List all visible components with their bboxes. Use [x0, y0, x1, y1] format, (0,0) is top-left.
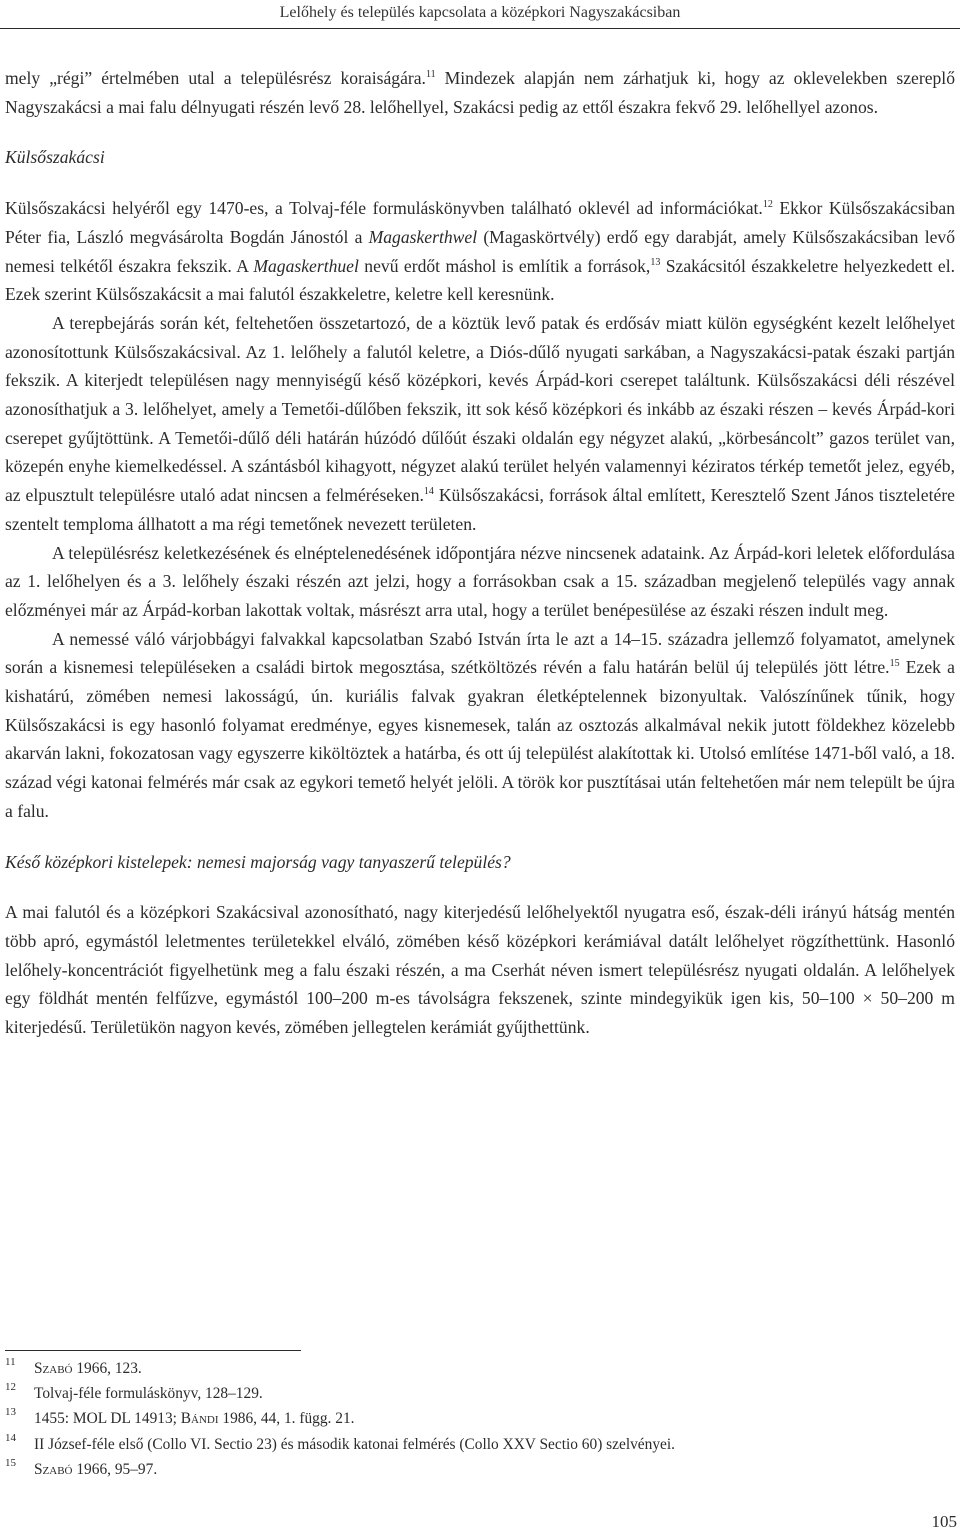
footnote-ref-13[interactable]: 13	[650, 256, 661, 268]
footnote-13	[5, 1406, 955, 1431]
paragraph-1	[5, 64, 955, 121]
footnote-text: 1966, 95–97.	[72, 1460, 158, 1478]
footnote-12	[5, 1381, 955, 1406]
footnote-ref-11[interactable]: 11	[425, 69, 436, 80]
section-heading-kistelepek: Késő középkori kistelepek: nemesi majorság vagy tanyaszerű település?	[5, 851, 511, 872]
text-run: Szakácsitól északkeletre helyezkedett el. Ezek szerint Külsőszakácsit a mai falutól északkeletre, keletre kell keresnünk.	[5, 255, 956, 305]
italic-term: Magaskerthuel	[253, 255, 359, 276]
footnote-number: 15	[5, 1456, 16, 1469]
text-run: A nemessé váló várjobbágyi falvakkal kapcsolatban Szabó István írta le azt a 14–15. századra jellemző folyamatot, amelynek során a kisnemesi településeken a családi birtok megosztása, szétköltözés révén a falu határán belül új település jött létre.	[5, 628, 955, 678]
paragraph-6: A mai falutól és a középkori Szakácsival azonosítható, nagy kiterjedésű lelőhelyektől nyugatra eső, észak-déli irányú hátság mentén több apró, egymástól leletmentes területekkel elváló, zömében késő középkori kerámiával datált lelőhelyet rögzíthettünk. Hasonló lelőhely-koncentrációt figyelhetünk meg a falu északi részén, a ma Cserhát néven ismert településrész nyugati oldalán. A lelőhelyek egy földhát mentén felfűzve, egymástól 100–200 m-es távolságra fekszenek, szinte mindegyikük igen kis, 50–100 × 50–200 m kiterjedésű. Területükön nagyon kevés, zömében jellegtelen kerámiát gyűjthettünk.	[5, 902, 955, 1038]
author-name: Szabó	[34, 1360, 73, 1377]
text-run: Ekkor Külsőszakácsiban Péter fia, László megvásárolta Bogdán Jánostól a	[5, 198, 955, 247]
text-run: Mindezek alapján nem zárhatjuk ki, hogy az oklevelekben szereplő Nagyszakácsi a mai falu délnyugati részén levő 28. lelőhellyel, Szakácsi pedig az ettől északra fekvő 29. lelőhellyel azonos.	[5, 68, 955, 117]
paragraph-2	[5, 194, 955, 309]
header-rule	[0, 28, 960, 29]
author-name: Szabó	[34, 1460, 73, 1478]
footnote-text: II József-féle első (Collo VI. Sectio 23) és második katonai felmérés (Collo XXV Sectio 60) szelvényei.	[34, 1435, 675, 1453]
footnote-number: 13	[5, 1406, 16, 1419]
paragraph-5	[5, 625, 955, 826]
footnote-number: 11	[5, 1356, 16, 1368]
section-heading-kulsoszakacsi: Külsőszakácsi	[5, 147, 105, 168]
text-run: mely „régi” értelmében utal a településrész koraiságára.	[5, 68, 426, 88]
page-number: 105	[931, 1512, 957, 1531]
footnote-text: 1455: MOL DL 14913;	[34, 1410, 181, 1428]
footnote-number: 14	[5, 1431, 16, 1444]
footnote-ref-14[interactable]: 14	[423, 486, 434, 498]
main-text	[5, 64, 955, 1042]
paragraph-3	[5, 309, 955, 539]
running-header	[0, 0, 960, 28]
running-title: Lelőhely és település kapcsolata a középkori Nagyszakácsiban	[279, 4, 681, 21]
footnote-ref-15[interactable]: 15	[889, 658, 900, 670]
footnote-11	[5, 1356, 955, 1381]
paragraph-4: A településrész keletkezésének és elnéptelenedésének időpontjára nézve nincsenek adataink. Az Árpád-kori leletek előfordulása az 1. lelőhelyen és a 3. lelőhely északi részén azt jelzi, hogy a forrásokban csak a 15. században megjelenő település vagy annak előzményei már az Árpád-korban lakottak voltak, másrészt arra utal, hogy a terület benépesülése az északi részen indult meg.	[5, 542, 955, 620]
footnote-text: 1966, 123.	[72, 1360, 142, 1377]
footnote-number: 12	[5, 1381, 16, 1394]
footnote-list	[5, 1356, 955, 1482]
footnote-15	[5, 1457, 955, 1482]
text-run: Külsőszakácsi helyéről egy 1470-es, a Tolvaj-féle formuláskönyvben található oklevél ad információkat.	[5, 198, 763, 219]
footnote-14	[5, 1432, 955, 1457]
spacer	[5, 121, 955, 143]
italic-term: Magaskerthwel	[368, 226, 478, 247]
footnote-rule	[5, 1350, 301, 1351]
spacer	[5, 826, 955, 848]
footnote-ref-12[interactable]: 12	[762, 199, 773, 211]
text-run: Külsőszakácsi, források által említett, Keresztelő Szent János tiszteletére szentelt temploma állhatott a ma régi temetőnek nevezett területen.	[5, 485, 955, 534]
author-name: Bándi	[180, 1410, 219, 1428]
text-run: A terepbejárás során két, feltehetően összetartozó, de a köztük levő patak és erdősáv miatt külön egységként kezelt lelőhelyet azonosítottunk Külsőszakácsival. Az 1. lelőhely a falutól keletre, a Diós-dűlő nyugati sarkában, a Nagyszakácsi-patak északi partján fekszik. A kiterjedt településen nagy mennyiségű késő középkori, kevés Árpád-kori cserepet találtunk. Külsőszakácsi déli részével azonosíthatjuk a 3. lelőhelyet, amely a Temetői-dűlőben fekszik, itt sok késő középkori és inkább az északi részen – kevés Árpád-kori cserepet gyűjtöttünk. A Temetői-dűlő déli határán húzódó dűlőút északi oldalán egy négyzet alakú, „körbesáncolt” gazos terület van, közepén enyhe kiemelkedéssel. A szántásból kihagyott, négyzet alakú terület helyén valamennyi kéziratos térkép temetőt jelez, egyéb, az elpusztult településre utaló adat nincsen a felméréseken.	[5, 312, 955, 506]
footnote-text: 1986, 44, 1. függ. 21.	[218, 1410, 355, 1428]
text-run: Ezek a kishatárú, zömében nemesi lakosságú, ún. kuriális falvak gyakran életképtelennek bizonyultak. Valószínűnek tűnik, hogy Külsőszakácsi is egy hasonló folyamat eredménye, egyes kisnemesek, talán az osztozás alkalmával nekik jutott földekhez közelebb akarván lakni, fokozatosan vagy egyszerre kiköltöztek a határba, és ott új települést alakítottak ki. Utolsó említése 1471-ből való, a 18. század végi katonai felmérés már csak az egykori temető helyét jelöli. A török kor pusztításai után feltehetően már nem települt be újra a falu.	[5, 657, 955, 821]
spacer	[5, 172, 955, 194]
spacer	[5, 876, 955, 898]
text-run: nevű erdőt máshol is említik a források,	[358, 255, 651, 276]
text-run: (Magaskörtvély) erdő egy darabját, amely Külsőszakácsiban levő nemesi telkétől északra fekszik. A	[5, 226, 955, 276]
footnote-text: Tolvaj-féle formuláskönyv, 128–129.	[34, 1385, 263, 1403]
